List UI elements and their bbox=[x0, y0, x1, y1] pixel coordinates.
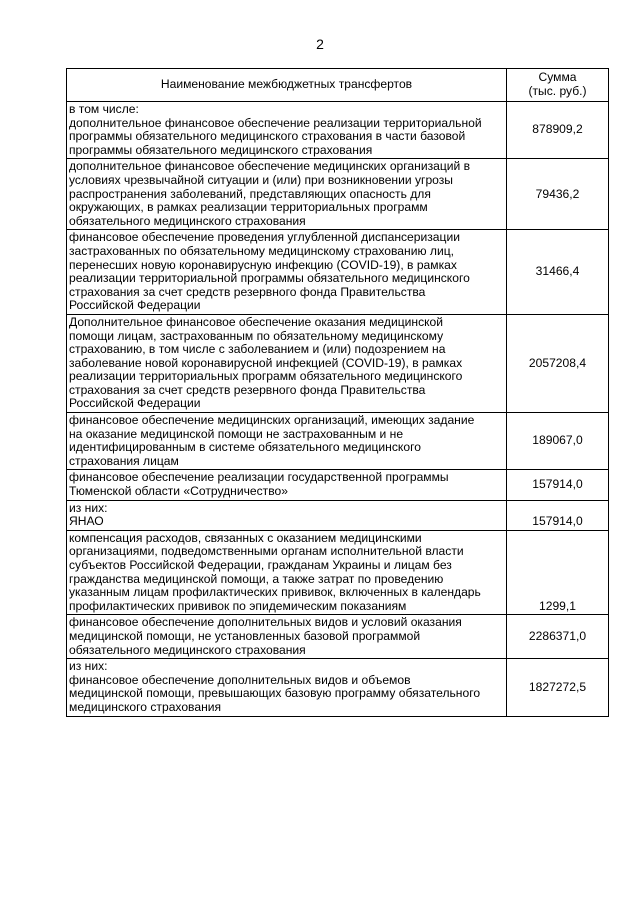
table-row bbox=[67, 659, 609, 716]
transfer-name-line: страхования за счет средств резервного фонда Правительства bbox=[69, 382, 426, 397]
transfer-name-line: организациями, подведомственными органам исполнительной власти bbox=[69, 544, 464, 559]
transfer-name-line: перенесших новую коронавирусную инфекцию (COVID-19), в рамках bbox=[69, 257, 457, 272]
transfer-name-line: финансовое обеспечение медицинских организаций, имеющих задание bbox=[69, 413, 475, 428]
transfer-name bbox=[67, 102, 507, 159]
transfer-name-line: реализации территориальных программ обязательного медицинского bbox=[69, 369, 463, 384]
transfer-name-line: заболевание новой коронавирусной инфекцией (COVID-19), в рамках bbox=[69, 355, 463, 370]
transfer-name-line: на оказание медицинской помощи не застрахованным и не bbox=[69, 426, 404, 441]
transfer-name-line: из них: bbox=[69, 659, 108, 674]
transfer-name-line: дополнительное финансовое обеспечение реализации территориальной bbox=[69, 115, 482, 130]
transfer-sum: 1827272,5 bbox=[507, 659, 609, 716]
transfer-name bbox=[67, 659, 507, 716]
transfer-name-line: в том числе: bbox=[69, 102, 139, 116]
transfer-name-line: помощи лицам, застрахованным по обязательному медицинскому bbox=[69, 328, 444, 343]
transfer-sum: 79436,2 bbox=[507, 159, 609, 230]
transfer-name-line: Тюменской области «Сотрудничество» bbox=[69, 484, 288, 499]
transfer-name-line: условиях чрезвычайной ситуации и (или) при возникновении угрозы bbox=[69, 172, 453, 187]
transfer-name-line: ЯНАО bbox=[69, 514, 104, 529]
table-row bbox=[67, 615, 609, 659]
transfer-name bbox=[67, 530, 507, 615]
transfer-name-line: указанным лицам профилактических прививок, включенных в календарь bbox=[69, 585, 481, 600]
transfer-name-line: финансовое обеспечение дополнительных видов и объемов bbox=[69, 672, 411, 687]
transfer-name-line: страхования лицам bbox=[69, 453, 179, 468]
transfer-name-line: застрахованных по обязательному медицинскому страхованию лиц, bbox=[69, 243, 454, 258]
transfer-name-line: распространения заболеваний, представляющих опасность для bbox=[69, 186, 431, 201]
transfer-name-line: финансовое обеспечение проведения углубленной диспансеризации bbox=[69, 230, 460, 245]
transfer-name-line: медицинской помощи, превышающих базовую программу обязательного bbox=[69, 686, 481, 701]
transfer-name bbox=[67, 314, 507, 412]
transfer-name-line: обязательного медицинского страхования bbox=[69, 642, 306, 657]
transfer-sum: 878909,2 bbox=[507, 102, 609, 159]
transfer-sum: 157914,0 bbox=[507, 470, 609, 500]
transfer-name-line: медицинской помощи, не установленных базовой программой bbox=[69, 628, 421, 643]
transfer-name-line: Дополнительное финансовое обеспечение оказания медицинской bbox=[69, 314, 444, 329]
transfer-name-line: субъектов Российской Федерации, гражданам Украины и лицам без bbox=[69, 558, 452, 572]
table-row bbox=[67, 314, 609, 412]
transfer-sum: 1299,1 bbox=[507, 530, 609, 615]
header-name: Наименование межбюджетных трансфертов bbox=[67, 69, 507, 102]
transfers-table bbox=[66, 68, 609, 717]
transfer-name bbox=[67, 159, 507, 230]
table-header-row bbox=[67, 69, 609, 102]
table-row bbox=[67, 470, 609, 500]
transfer-name-line: окружающих, в рамках реализации территориальных программ bbox=[69, 200, 428, 215]
transfer-name-line: страхованию, в том числе с заболеванием и (или) подозрением на bbox=[69, 342, 446, 357]
transfer-name-line: программы обязательного медицинского страхования в части базовой bbox=[69, 129, 466, 144]
transfer-name bbox=[67, 230, 507, 315]
transfer-name-line: дополнительное финансовое обеспечение медицинских организаций в bbox=[69, 159, 471, 174]
transfer-name bbox=[67, 500, 507, 530]
transfer-name-line: Российской Федерации bbox=[69, 396, 201, 411]
transfer-name-line: финансовое обеспечение реализации государственной программы bbox=[69, 470, 449, 485]
transfer-sum: 2057208,4 bbox=[507, 314, 609, 412]
transfer-name-line: профилактических прививок по эпидемическим показаниям bbox=[69, 598, 407, 613]
page-number: 2 bbox=[316, 36, 324, 52]
transfer-name-line: идентифицированным в системе обязательного медицинского bbox=[69, 440, 421, 455]
transfer-name-line: финансовое обеспечение дополнительных видов и условий оказания bbox=[69, 615, 462, 630]
table-row bbox=[67, 413, 609, 470]
table-row bbox=[67, 102, 609, 159]
transfer-name-line: обязательного медицинского страхования bbox=[69, 213, 306, 228]
transfer-name-line: страхования за счет средств резервного фонда Правительства bbox=[69, 284, 426, 299]
transfer-sum: 157914,0 bbox=[507, 500, 609, 530]
transfer-name bbox=[67, 413, 507, 470]
transfer-name-line: реализации территориальной программы обязательного медицинского bbox=[69, 271, 470, 286]
transfer-sum: 31466,4 bbox=[507, 230, 609, 315]
transfer-name bbox=[67, 615, 507, 659]
transfer-name-line: медицинского страхования bbox=[69, 699, 222, 714]
transfer-name-line: из них: bbox=[69, 500, 108, 515]
table-row bbox=[67, 500, 609, 530]
transfer-name-line: компенсация расходов, связанных с оказанием медицинскими bbox=[69, 530, 422, 545]
header-sum bbox=[507, 69, 609, 102]
header-sum-line: Сумма bbox=[538, 70, 577, 85]
transfer-sum: 2286371,0 bbox=[507, 615, 609, 659]
header-sum-unit: (тыс. руб.) bbox=[528, 84, 587, 98]
table-row bbox=[67, 530, 609, 615]
table-row bbox=[67, 230, 609, 315]
transfer-sum: 189067,0 bbox=[507, 413, 609, 470]
transfer-name bbox=[67, 470, 507, 500]
transfer-name-line: Российской Федерации bbox=[69, 298, 201, 313]
transfer-name-line: программы обязательного медицинского страхования bbox=[69, 142, 373, 157]
table-row bbox=[67, 159, 609, 230]
transfer-name-line: гражданства медицинской помощи, а также затрат по проведению bbox=[69, 571, 444, 586]
